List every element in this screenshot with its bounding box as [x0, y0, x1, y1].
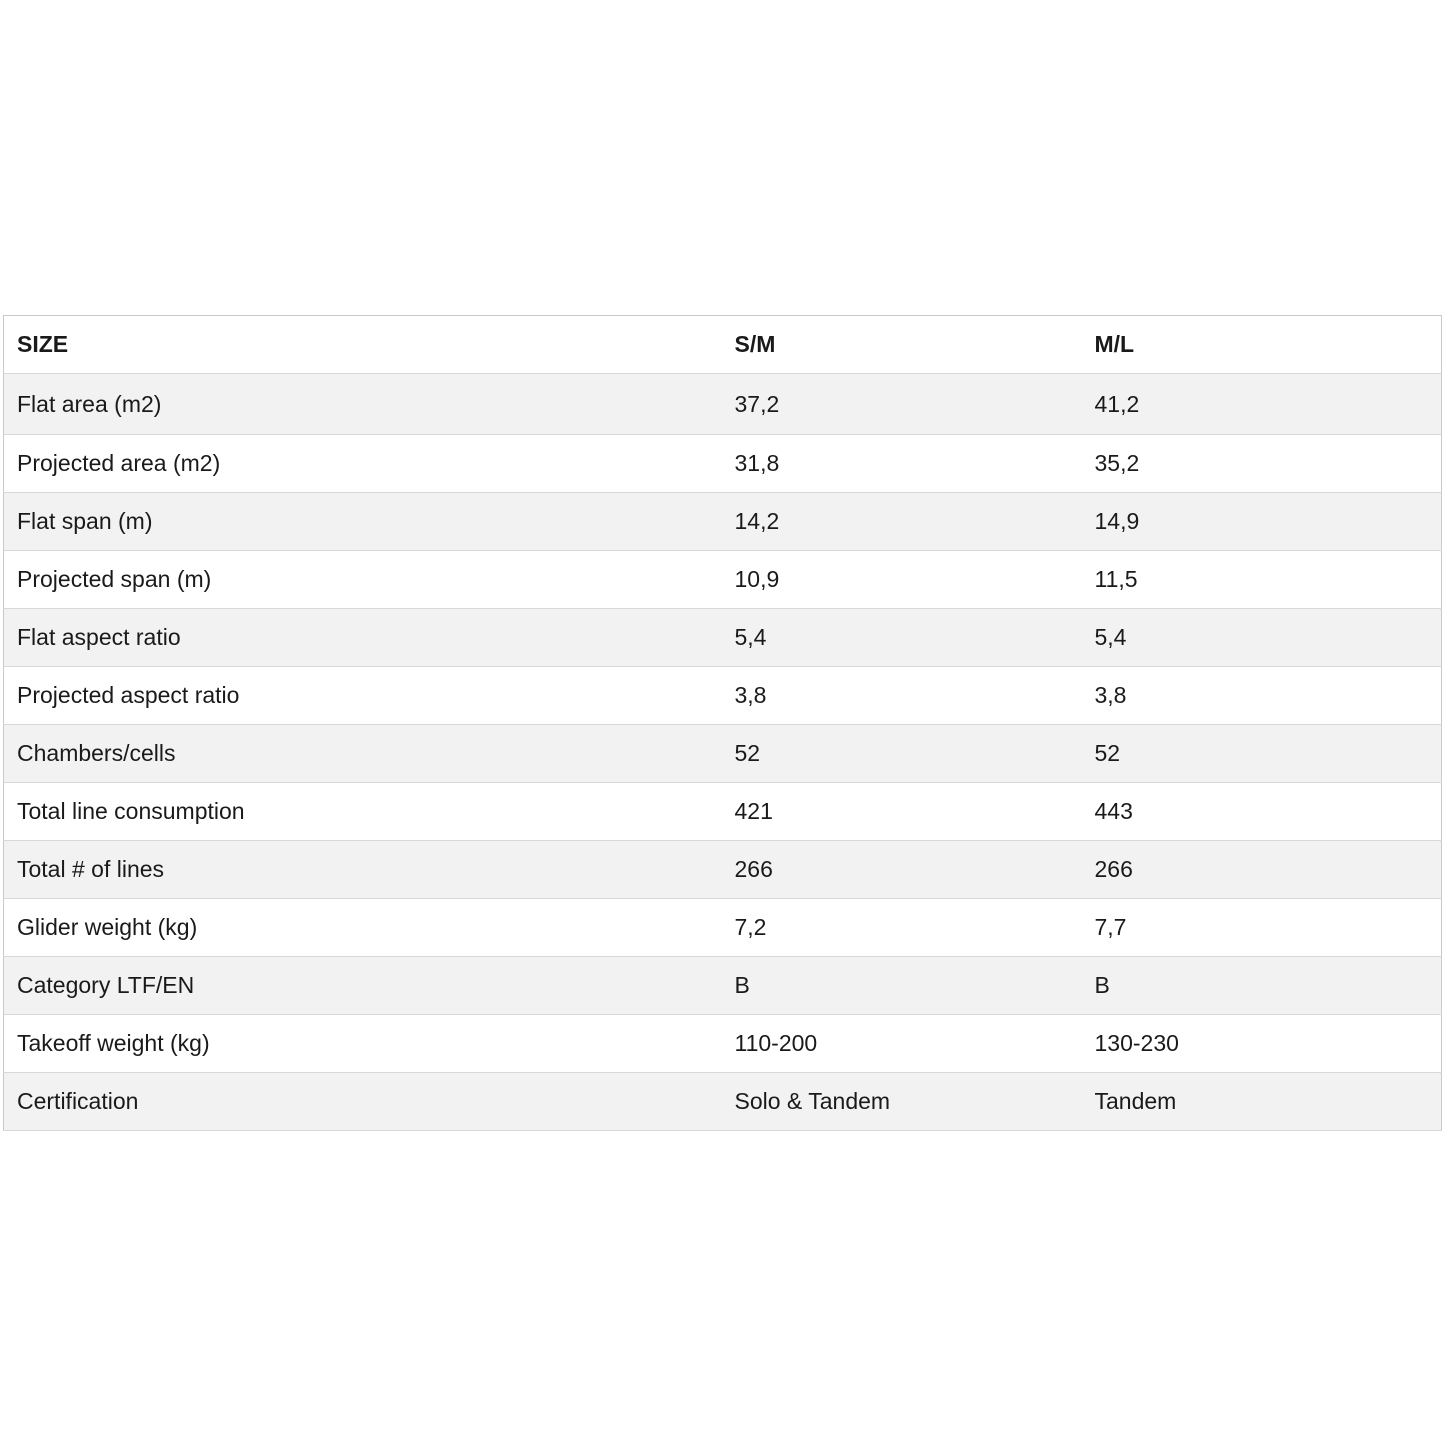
value-sm: 14,2 [722, 493, 1082, 551]
value-sm: 7,2 [722, 899, 1082, 957]
value-sm: 421 [722, 783, 1082, 841]
value-ml: 130-230 [1082, 1015, 1442, 1073]
row-label: Projected span (m) [4, 551, 722, 609]
row-label: Projected area (m2) [4, 435, 722, 493]
value-ml: 52 [1082, 725, 1442, 783]
table-row [4, 435, 1442, 493]
row-label: Flat aspect ratio [4, 609, 722, 667]
value-ml: 266 [1082, 841, 1442, 899]
spec-table [3, 315, 1442, 1131]
table-row [4, 667, 1442, 725]
value-sm: Solo & Tandem [722, 1073, 1082, 1131]
row-label: Takeoff weight (kg) [4, 1015, 722, 1073]
row-label: Total # of lines [4, 841, 722, 899]
value-ml: Tandem [1082, 1073, 1442, 1131]
table-row [4, 551, 1442, 609]
value-ml: 7,7 [1082, 899, 1442, 957]
header-row [4, 316, 1442, 374]
table-header [4, 316, 1442, 374]
table-body [4, 374, 1442, 1131]
value-sm: 52 [722, 725, 1082, 783]
row-label: Flat area (m2) [4, 374, 722, 435]
value-sm: 3,8 [722, 667, 1082, 725]
table-row [4, 493, 1442, 551]
table-row [4, 841, 1442, 899]
header-ml: M/L [1082, 316, 1442, 374]
value-sm: 5,4 [722, 609, 1082, 667]
value-ml: 3,8 [1082, 667, 1442, 725]
header-size: SIZE [4, 316, 722, 374]
row-label: Projected aspect ratio [4, 667, 722, 725]
header-sm: S/M [722, 316, 1082, 374]
value-ml: 11,5 [1082, 551, 1442, 609]
table-row [4, 609, 1442, 667]
table-row [4, 1015, 1442, 1073]
table-row [4, 899, 1442, 957]
table-row [4, 783, 1442, 841]
value-ml: 41,2 [1082, 374, 1442, 435]
value-sm: 266 [722, 841, 1082, 899]
table-row [4, 957, 1442, 1015]
table-row [4, 725, 1442, 783]
row-label: Chambers/cells [4, 725, 722, 783]
value-ml: B [1082, 957, 1442, 1015]
table-row [4, 1073, 1442, 1131]
value-ml: 14,9 [1082, 493, 1442, 551]
row-label: Certification [4, 1073, 722, 1131]
value-sm: 37,2 [722, 374, 1082, 435]
row-label: Flat span (m) [4, 493, 722, 551]
value-sm: 31,8 [722, 435, 1082, 493]
value-ml: 35,2 [1082, 435, 1442, 493]
row-label: Category LTF/EN [4, 957, 722, 1015]
value-ml: 443 [1082, 783, 1442, 841]
value-sm: 110-200 [722, 1015, 1082, 1073]
row-label: Glider weight (kg) [4, 899, 722, 957]
value-ml: 5,4 [1082, 609, 1442, 667]
table-row [4, 374, 1442, 435]
value-sm: 10,9 [722, 551, 1082, 609]
row-label: Total line consumption [4, 783, 722, 841]
value-sm: B [722, 957, 1082, 1015]
